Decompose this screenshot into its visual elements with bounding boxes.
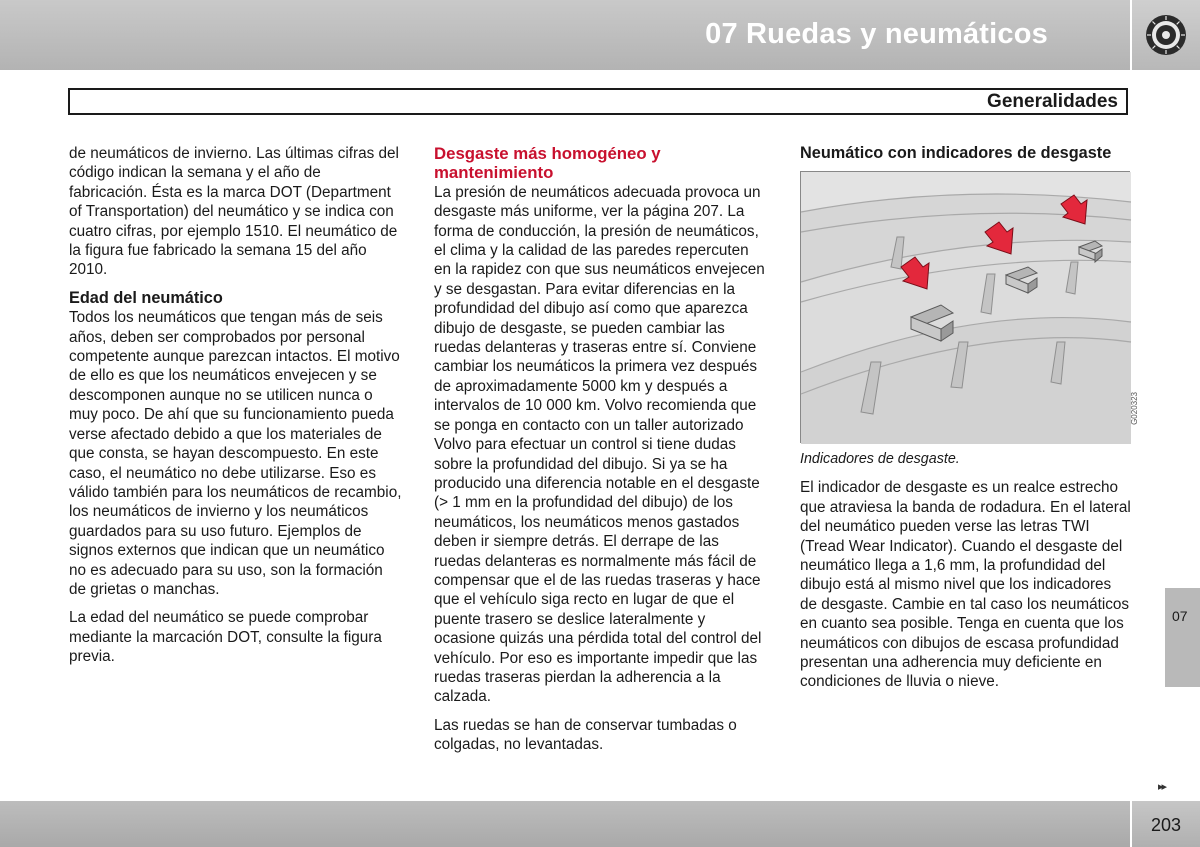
section-header-box: [68, 88, 1128, 115]
footer-band: [0, 801, 1130, 847]
paragraph-even-wear: La presión de neumáticos adecuada provoca un desgaste más uniforme, ver la página 207. La forma de conducción, la presión de neumáticos, el clima y la calidad de las paredes repercuten en la rapidez con que sus neumáticos envejecen y se desgastan. Para evitar diferencias en la profundidad del dibujo así como que aparezca dibujo de desgaste, se pueden cambiar las ruedas delanteras y traseras entre sí. Conviene cambiar los neumáticos la primera vez después de aproximadamente 5000 km y después a intervalos de 10 000 km. Volvo recomienda que se ponga en contacto con un taller autorizado Volvo para efectuar un control si tiene dudas sobre la profundidad del dibujo. Si ya se ha producido una diferencia notable en el desgaste (> 1 mm en la profundidad del dibujo) de los neumáticos, los neumáticos menos gastados deben ir siempre detrás. El derrape de las ruedas delanteras es normalmente más fácil de compensar que el de las ruedas traseras y hace que el vehículo siga recto en lugar de que el puente trasero se deslice lateralmente y ocasione quizás una pérdida total del control del vehículo. Por eso es importante impedir que las ruedas traseras pierdan la adherencia a la calzada.: [434, 183, 765, 706]
header-band: [0, 0, 1130, 70]
side-tab-label: 07: [1172, 608, 1188, 624]
section-title: Generalidades: [987, 91, 1118, 112]
column-right: [800, 144, 1139, 701]
column-left: [69, 144, 402, 676]
wear-indicator-figure: [800, 171, 1139, 443]
paragraph-wear-indicators: El indicador de desgaste es un realce estrecho que atraviesa la banda de rodadura. En el lateral del neumático pueden verse las letras TWI (Tread Wear Indicator). Cuando el desgaste del neumático llega a 1,6 mm, la profundidad del dibujo está al mismo nivel que los indicadores de desgaste. Cambie en tal caso los neumáticos en cuanto sea posible. Tenga en cuenta que los neumáticos con dibujos de escasa profundidad presentan una adherencia muy deficiente en condiciones de lluvia o nieve.: [800, 479, 1131, 691]
paragraph-dot-code: de neumáticos de invierno. Las últimas cifras del código indican la semana y el año de fabricación. Ésta es la marca DOT (Department of Transportation) del neumático y se indica con cuatro cifras, por ejemplo 1510. El neumático de la figura fue fabricado la semana 15 del año 2010.: [69, 145, 399, 279]
figure-caption: Indicadores de desgaste.: [800, 451, 960, 468]
page-number: 203: [1150, 815, 1181, 835]
column-middle: [434, 144, 766, 764]
tire-icon: [1144, 13, 1188, 57]
next-page-arrows-icon: ▸▸: [1158, 781, 1166, 793]
heading-tire-age: Edad del neumático: [69, 288, 223, 307]
chapter-title: 07 Ruedas y neumáticos: [705, 18, 1048, 50]
figure-code: G020323: [1130, 392, 1139, 426]
paragraph-storage: Las ruedas se han de conservar tumbadas o colgadas, no levantadas.: [434, 716, 737, 754]
paragraph-dot-check: La edad del neumático se puede comprobar mediante la marcación DOT, consulte la figura previa.: [69, 609, 382, 666]
chapter-side-tab: [1165, 588, 1200, 687]
chapter-icon-box: [1132, 0, 1200, 70]
heading-even-wear: Desgaste más homogéneo y mantenimiento: [434, 144, 661, 183]
paragraph-tire-age: Todos los neumáticos que tengan más de seis años, deben ser comprobados por personal competente aunque parezcan intactos. El motivo de ello es que los neumáticos envejecen y se descomponen aunque no se utilicen nunca o muy poco. De ahí que su funcionamiento pueda verse afectado debido a que los materiales de que consta, se hayan descompuesto. En este caso, el neumático no debe utilizarse. Eso es válido también para los neumáticos de recambio, los neumáticos de invierno y los neumáticos guardados para su uso futuro. Ejemplos de signos externos que indican que un neumático no es adecuado para su uso, son la formación de grietas o manchas.: [69, 309, 402, 598]
heading-wear-indicators: Neumático con indicadores de desgaste: [800, 144, 1112, 162]
page-number-box: [1132, 801, 1200, 847]
tire-tread-illustration: [801, 172, 1131, 444]
